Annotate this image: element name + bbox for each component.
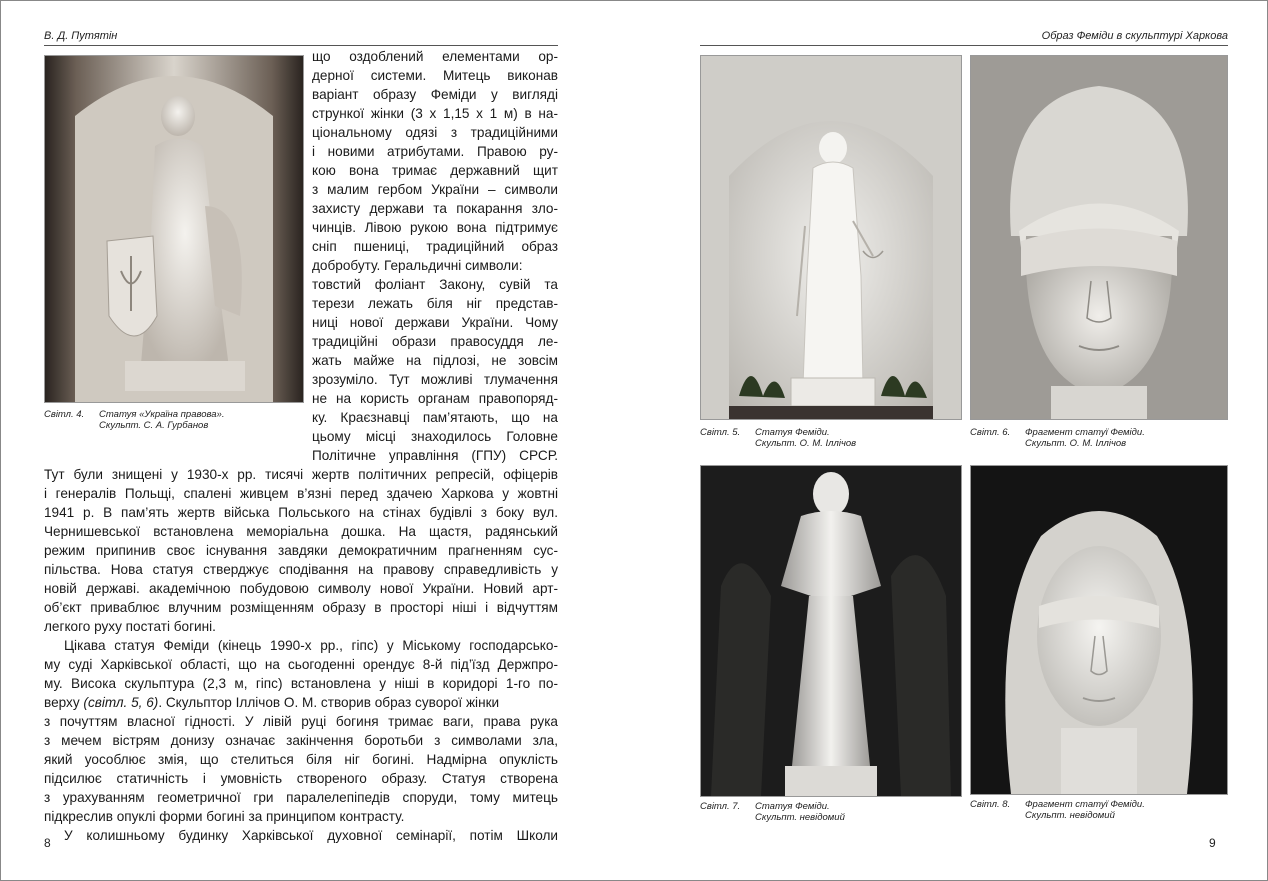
text-line: з урахуванням геометричної гри паралелепіпедів споруди, тому митець: [44, 790, 558, 805]
text-line: жать майже на підлозі, не зовсім: [312, 353, 558, 368]
text-line: ниці нової держави України. Чому: [312, 315, 558, 330]
text-line: легкого руху постаті богині.: [44, 619, 216, 634]
text-line: Цікава статуя Феміди (кінець 1990-х рр., гіпс) у Міському господарсько-: [64, 638, 558, 653]
figure-7-photo: [700, 465, 962, 797]
text-line: сніп пшениці, традиційний образ: [312, 239, 558, 254]
text-line: добробуту. Геральдичні символи:: [312, 258, 523, 273]
text-line: дерної системи. Митець виконав: [312, 68, 558, 83]
text-line: підсилює статичність і умовність створеного образу. Статуя створена: [44, 771, 558, 786]
figure-5-title: Статуя Феміди.: [755, 427, 830, 438]
text-line: цьому місці знаходилось Головне: [312, 429, 558, 444]
text-line: товстий фоліант Закону, сувій та: [312, 277, 558, 292]
figure-8-number: Світл. 8.: [970, 799, 1011, 810]
text-line: варіант образу Феміди у вигляді: [312, 87, 558, 102]
text-line: підкреслив опуклі форми богині за принципом контрасту.: [44, 809, 405, 824]
figure-7-author: Скульпт. невідомий: [755, 812, 845, 823]
figure-6-title: Фрагмент статуї Феміди.: [1025, 427, 1145, 438]
text-line: захисту держави та покарання зло-: [312, 201, 558, 216]
figure-8-title: Фрагмент статуї Феміди.: [1025, 799, 1145, 810]
running-header-author: В. Д. Путятін: [44, 30, 118, 42]
running-header-title: Образ Феміди в скульптурі Харкова: [1041, 30, 1228, 42]
right-page: [634, 0, 1268, 881]
figure-8-author: Скульпт. невідомий: [1025, 810, 1115, 821]
figure-8-caption: [970, 799, 1228, 821]
text-line: Тут були знищені у 1930-х рр. тисячі жертв політичних репресій, офіцерів: [44, 467, 558, 482]
text-line: му. Висока скульптура (2,3 м, гіпс) встановлена у ніші в коридорі 1-го по-: [44, 676, 558, 691]
text-line: традиційні образи правосуддя ле-: [312, 334, 558, 349]
figure-7-number: Світл. 7.: [700, 801, 741, 812]
figure-6-number: Світл. 6.: [970, 427, 1011, 438]
text-line: який уособлює змія, що стелиться біля ніг богині. Надмірна опуклість: [44, 752, 558, 767]
text-line: і новими атрибутами. Правою ру-: [312, 144, 558, 159]
text-line: з малим гербом України – символи: [312, 182, 558, 197]
figure-4-caption: [44, 409, 304, 431]
header-rule: [700, 45, 1228, 46]
text-line: Чернишевської встановлена меморіальна дошка. На щастя, радянський: [44, 524, 558, 539]
figure-4-photo: [44, 55, 304, 403]
figure-4-title: Статуя «Україна правова».: [99, 409, 225, 420]
text-line: об’єкт приваблює влучним розміщенням образу в просторі ніші і відчуттям: [44, 600, 558, 615]
text-line: У колишньому будинку Харківської духовної семінарії, потім Школи: [64, 828, 558, 843]
text-line: ку. Краєзнавці пам’ятають, що на: [312, 410, 558, 425]
header-rule: [44, 45, 558, 46]
figure-5-number: Світл. 5.: [700, 427, 741, 438]
text-line: режим припинив своє існування завдяки демократичним прагненням сус-: [44, 543, 558, 558]
figure-8-photo: [970, 465, 1228, 795]
figure-reference: (світл. 5, 6): [83, 695, 159, 710]
text-line: що оздоблений елементами ор-: [312, 49, 558, 64]
figure-6-author: Скульпт. О. М. Іллічов: [1025, 438, 1127, 449]
line-end: . Скульптор Іллічов О. М. створив образ суворої жінки: [158, 695, 500, 710]
figure-5-photo: [700, 55, 962, 420]
figure-7-title: Статуя Феміди.: [755, 801, 830, 812]
line-start: верху: [44, 695, 80, 710]
text-line: з почуттям власної гідності. У лівій руці богиня тримає ваги, права рука: [44, 714, 558, 729]
text-line-with-reference: [44, 694, 558, 712]
text-line: чинців. Лівою рукою вона підтримує: [312, 220, 558, 235]
text-line: кою вона тримає державний щит: [312, 163, 558, 178]
page-number-left: 8: [44, 836, 51, 850]
text-line: новій державі. академічною побудовою символу нової України. Новий арт-: [44, 581, 558, 596]
text-line: стрункої жінки (3 х 1,15 х 1 м) в на-: [312, 106, 558, 121]
figure-5-author: Скульпт. О. М. Іллічов: [755, 438, 857, 449]
text-line: і генералів Польщі, спалені живцем в’язні перед здачею Харкова у жовтні: [44, 486, 558, 501]
text-line: терези лежать біля ніг представ-: [312, 296, 558, 311]
text-line: зрозуміло. Тут можливі тлумачення: [312, 372, 558, 387]
text-line: 1941 р. В пам’ять жертв війська Польського на стінах будівлі з боку вул.: [44, 505, 558, 520]
text-line: Політичне управління (ГПУ) СРСР.: [312, 448, 558, 463]
figure-4-number: Світл. 4.: [44, 409, 85, 420]
text-line: ціональному одязі з традиційними: [312, 125, 558, 140]
figure-5-caption: [700, 427, 962, 449]
figure-7-caption: [700, 801, 962, 823]
page-number-right: 9: [1209, 836, 1216, 850]
text-line: не на користь органам правопоряд-: [312, 391, 558, 406]
figure-6-caption: [970, 427, 1228, 449]
text-line: му суді Харківської області, що на сьогоденні орендує 8-й під’їзд Держпро-: [44, 657, 558, 672]
figure-6-photo: [970, 55, 1228, 420]
text-line: пільства. Нова статуя стверджує сподівання на правову справедливість у: [44, 562, 558, 577]
figure-4-author: Скульпт. С. А. Гурбанов: [99, 420, 209, 431]
text-line: з мечем вістрям донизу означає закінчення боротьби з символами зла,: [44, 733, 558, 748]
